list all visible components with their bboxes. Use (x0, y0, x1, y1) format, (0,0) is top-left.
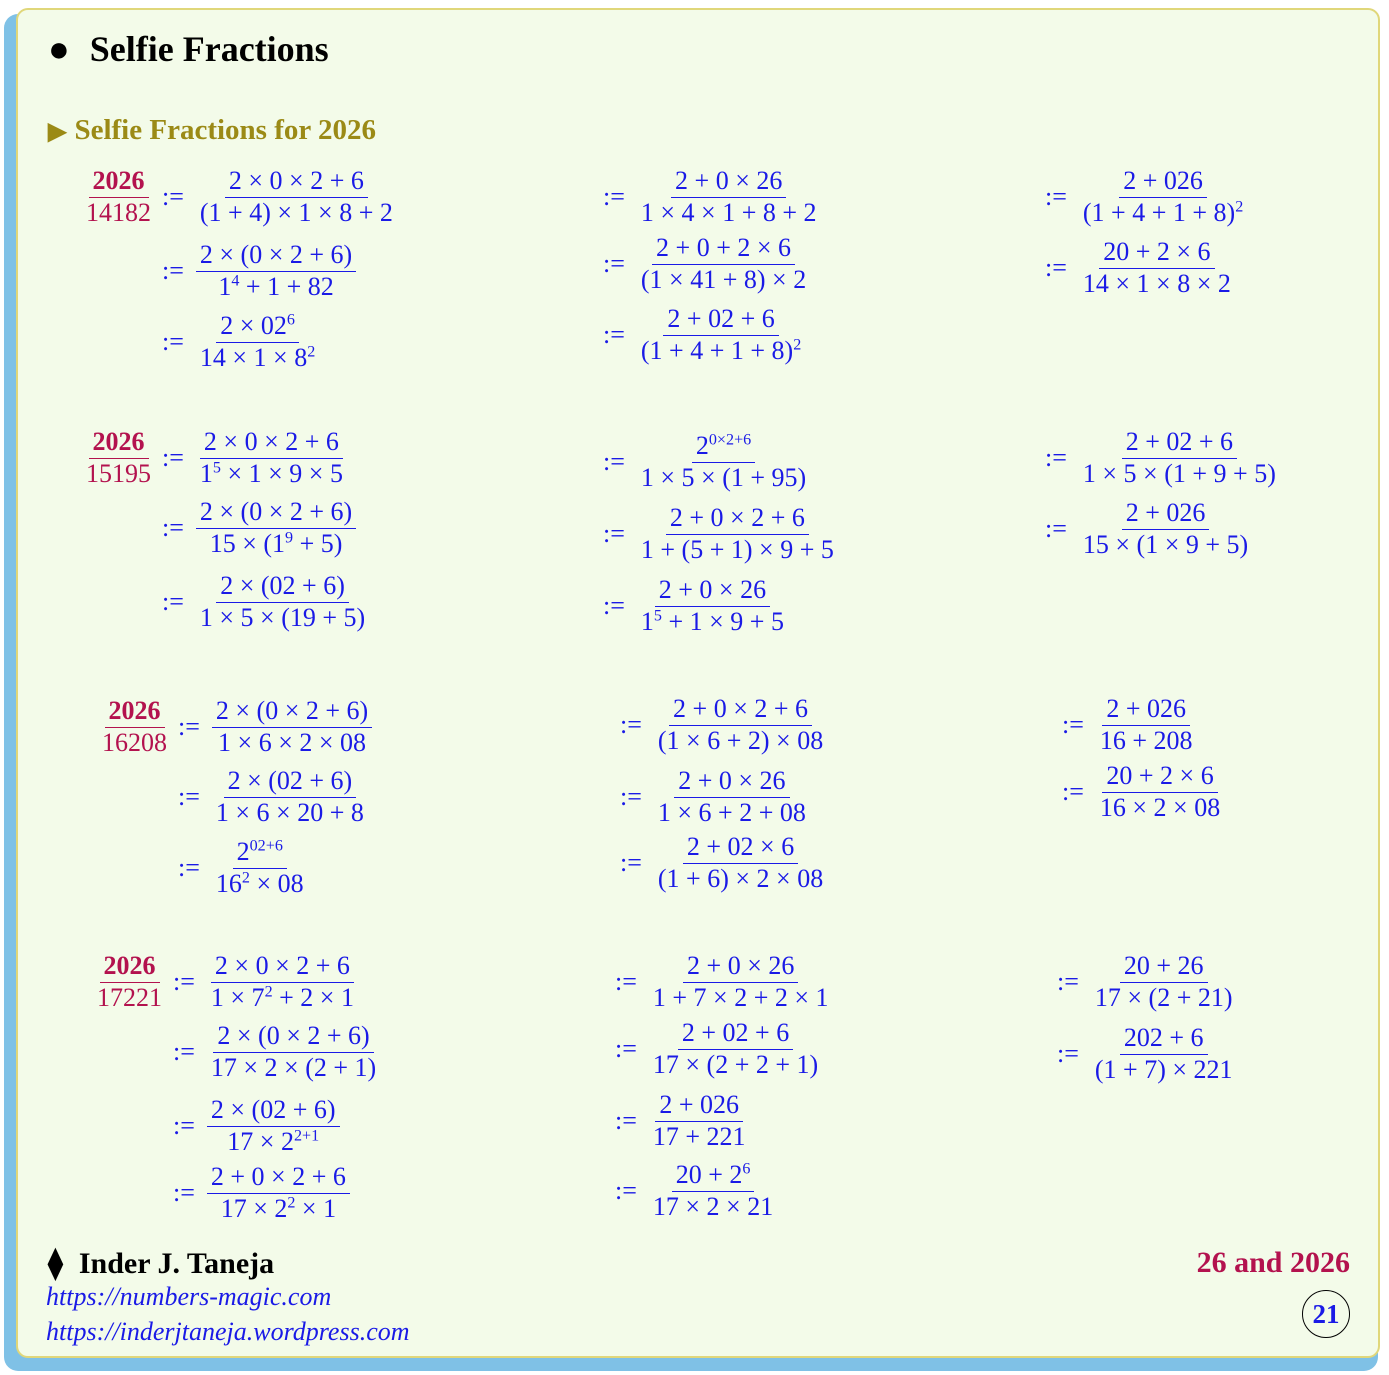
denominator: $1^5 + 1 \times 9 + 5$ (640, 606, 784, 636)
assign-symbol: := (615, 1176, 637, 1205)
expression-27 (173, 1096, 340, 1155)
denominator: 1 × 5 × (1 + 9 + 5) (1082, 458, 1276, 488)
expression-34 (1057, 1024, 1237, 1083)
fraction (196, 241, 356, 300)
fraction (654, 833, 827, 892)
fraction (212, 697, 372, 756)
assign-symbol: := (1045, 443, 1067, 472)
fraction (637, 305, 805, 364)
expression-31 (615, 1091, 750, 1150)
expression-12 (603, 432, 810, 491)
numerator: 2 + 0 × 26 (674, 767, 789, 797)
section-title: Selfie Fractions for 2026 (74, 114, 376, 146)
expression-13 (603, 504, 838, 563)
fraction (649, 1161, 777, 1220)
fraction (212, 767, 368, 826)
numerator: 2 + 0 + 2 × 6 (652, 234, 795, 264)
fraction (1079, 167, 1247, 226)
assign-symbol: := (173, 1178, 195, 1207)
selfie-number (98, 697, 171, 756)
numerator: 20 + 26 (1120, 952, 1208, 982)
diamond-icon: ⧫ (48, 1247, 63, 1280)
denominator: $17 \times 2^2 \times 1$ (220, 1193, 337, 1223)
expression-2 (162, 241, 356, 300)
fraction (654, 695, 827, 754)
fraction (207, 1022, 380, 1081)
link-wordpress[interactable]: https://inderjtaneja.wordpress.com (46, 1317, 410, 1346)
fraction (649, 1091, 750, 1150)
fraction (637, 234, 810, 293)
numerator: 2 × (02 + 6) (224, 767, 357, 797)
numerator: 2 × 0 × 2 + 6 (211, 952, 354, 982)
denominator: (1 + 6) × 2 × 08 (657, 863, 824, 893)
triangle-icon: ▶ (48, 119, 67, 145)
fraction (212, 838, 308, 897)
assign-symbol: := (1057, 967, 1079, 996)
assign-symbol: := (603, 591, 625, 620)
fraction (207, 1163, 350, 1222)
numerator: 2 + 02 + 6 (1122, 428, 1237, 458)
assign-symbol: := (615, 967, 637, 996)
expression-17 (178, 697, 372, 756)
fraction (207, 952, 358, 1011)
denominator: 1 × 6 × 20 + 8 (215, 797, 364, 827)
assign-symbol: := (620, 710, 642, 739)
selfie-number (93, 952, 166, 1011)
selfie-number (82, 167, 155, 226)
fraction (637, 167, 821, 226)
assign-symbol: := (173, 1037, 195, 1066)
assign-symbol: := (162, 327, 184, 356)
assign-symbol: := (162, 182, 184, 211)
assign-symbol: := (603, 320, 625, 349)
lhs-fraction-3 (98, 697, 179, 756)
expression-21 (620, 767, 810, 826)
expression-4 (603, 167, 821, 226)
numerator: 2 + 0 × 2 + 6 (669, 695, 812, 725)
denominator: 14 × 1 × 8 × 2 (1082, 268, 1231, 298)
expression-11 (162, 572, 369, 631)
expression-28 (173, 1163, 350, 1222)
numerator: $20 + 2^6$ (672, 1161, 755, 1191)
fraction (637, 432, 810, 491)
denominator: $1^5 \times 1 \times 9 \times 5$ (199, 458, 343, 488)
denominator: 17 × (2 + 2 + 1) (652, 1049, 819, 1079)
expression-10 (162, 498, 356, 557)
expression-5 (603, 234, 810, 293)
fraction (196, 498, 356, 557)
expression-33 (1057, 952, 1237, 1011)
numerator: 2 + 02 + 6 (678, 1019, 793, 1049)
numerator: 2 + 026 (1122, 499, 1210, 529)
denominator: (1 + 4) × 1 × 8 + 2 (199, 197, 393, 227)
assign-symbol: := (1062, 777, 1084, 806)
expression-18 (178, 767, 368, 826)
assign-symbol: := (603, 447, 625, 476)
fraction (196, 428, 347, 487)
selfie-number (82, 428, 155, 487)
denominator: 1 × 6 + 2 + 08 (657, 797, 806, 827)
assign-symbol: := (1057, 1039, 1079, 1068)
assign-symbol: := (162, 256, 184, 285)
numerator: 2 × (02 + 6) (216, 572, 349, 602)
numerator: $2^{02+6}$ (233, 838, 287, 868)
assign-symbol: := (162, 587, 184, 616)
assign-symbol: := (173, 1111, 195, 1140)
denominator: 1 + (5 + 1) × 9 + 5 (640, 534, 834, 564)
expression-9 (162, 428, 347, 487)
assign-symbol: := (603, 519, 625, 548)
fraction (649, 952, 833, 1011)
assign-symbol: := (603, 182, 625, 211)
assign-symbol: := (1045, 253, 1067, 282)
numerator: 20 + 2 × 6 (1099, 238, 1214, 268)
numerator: $2^{0\times 2+6}$ (692, 432, 755, 462)
denominator: 1 × 6 × 2 × 08 (218, 727, 367, 757)
numerator: 2 + 02 + 6 (663, 305, 778, 335)
numerator: 2 × (0 × 2 + 6) (196, 241, 356, 271)
denominator: $1^4 + 1 + 82$ (218, 271, 334, 301)
heading-title: Selfie Fractions (89, 29, 329, 69)
fraction (637, 504, 838, 563)
expression-26 (173, 1022, 380, 1081)
fraction (1091, 1024, 1237, 1083)
lhs-fraction-4 (93, 952, 174, 1011)
numerator: 2026 (89, 167, 149, 197)
fraction (1079, 238, 1235, 297)
heading-bullet: ● (48, 29, 70, 69)
numerator: 2026 (100, 952, 160, 982)
denominator: 17221 (97, 982, 162, 1012)
fraction (1096, 695, 1197, 754)
numerator: 202 + 6 (1120, 1024, 1208, 1054)
denominator: (1 × 6 + 2) × 08 (657, 725, 824, 755)
fraction (207, 1096, 340, 1155)
denominator: $1 \times 7^2 + 2 \times 1$ (210, 982, 354, 1012)
assign-symbol: := (603, 249, 625, 278)
numerator: 2 + 02 × 6 (683, 833, 798, 863)
numerator: 2 + 0 × 26 (683, 952, 798, 982)
denominator: 1 × 5 × (19 + 5) (199, 602, 366, 632)
assign-symbol: := (1062, 710, 1084, 739)
denominator: 16 + 208 (1099, 725, 1193, 755)
numerator: 2 × (0 × 2 + 6) (212, 697, 372, 727)
expression-24 (1062, 762, 1224, 821)
assign-symbol: := (620, 848, 642, 877)
section-heading (48, 114, 376, 147)
denominator: 1 × 5 × (1 + 95) (640, 462, 807, 492)
fraction (649, 1019, 822, 1078)
numerator: 2 + 0 × 2 + 6 (666, 504, 809, 534)
numerator: 2 × (0 × 2 + 6) (196, 498, 356, 528)
denominator: 17 × (2 + 21) (1094, 982, 1233, 1012)
fraction (654, 767, 810, 826)
fraction (637, 576, 788, 635)
assign-symbol: := (162, 443, 184, 472)
link-numbers-magic[interactable]: https://numbers-magic.com (46, 1282, 332, 1311)
numerator: 2026 (105, 697, 165, 727)
expression-23 (1062, 695, 1197, 754)
lhs-fraction-2 (82, 428, 163, 487)
expression-6 (603, 305, 805, 364)
denominator: $15 \times (1^9 + 5)$ (209, 528, 343, 558)
expression-16 (1045, 499, 1252, 558)
denominator: 16 × 2 × 08 (1099, 792, 1221, 822)
numerator: 20 + 2 × 6 (1102, 762, 1217, 792)
assign-symbol: := (1045, 514, 1067, 543)
page-heading (48, 28, 329, 70)
numerator: 2 + 0 × 26 (655, 576, 770, 606)
footer-title: 26 and 2026 (1196, 1246, 1350, 1279)
assign-symbol: := (178, 853, 200, 882)
page-number: 21 (1302, 1290, 1350, 1338)
numerator: 2 + 026 (1119, 167, 1207, 197)
fraction (196, 312, 319, 371)
fraction (1091, 952, 1237, 1011)
denominator: 15195 (86, 458, 151, 488)
fraction (1096, 762, 1224, 821)
numerator: 2 + 026 (1102, 695, 1190, 725)
assign-symbol: := (173, 967, 195, 996)
author-name: Inder J. Taneja (78, 1247, 275, 1280)
denominator: $(1 + 4 + 1 + 8)^2$ (1082, 197, 1244, 227)
expression-25 (173, 952, 358, 1011)
expression-15 (1045, 428, 1280, 487)
numerator: 2 × 0 × 2 + 6 (200, 428, 343, 458)
expression-3 (162, 312, 319, 371)
fraction (196, 572, 369, 631)
expression-19 (178, 838, 308, 897)
expression-1 (162, 167, 397, 226)
denominator: $(1 + 4 + 1 + 8)^2$ (640, 335, 802, 365)
denominator: 16208 (102, 727, 167, 757)
denominator: 17 × 2 × 21 (652, 1191, 774, 1221)
assign-symbol: := (615, 1106, 637, 1135)
expression-30 (615, 1019, 822, 1078)
numerator: 2 × (0 × 2 + 6) (213, 1022, 373, 1052)
numerator: $2 \times 02^6$ (216, 312, 299, 342)
assign-symbol: := (1045, 182, 1067, 211)
denominator: (1 + 7) × 221 (1094, 1054, 1233, 1084)
denominator: 15 × (1 × 9 + 5) (1082, 529, 1249, 559)
denominator: 17 × 2 × (2 + 1) (210, 1052, 377, 1082)
denominator: 1 × 4 × 1 + 8 + 2 (640, 197, 817, 227)
numerator: 2 + 026 (655, 1091, 743, 1121)
expression-32 (615, 1161, 777, 1220)
author (48, 1246, 274, 1281)
denominator: $14 \times 1 \times 8^2$ (199, 342, 316, 372)
denominator: 14182 (86, 197, 151, 227)
expression-7 (1045, 167, 1247, 226)
assign-symbol: := (615, 1034, 637, 1063)
fraction (1079, 428, 1280, 487)
denominator: $16^2 \times 08$ (215, 868, 304, 898)
expression-8 (1045, 238, 1235, 297)
denominator: $17 \times 2^{2+1}$ (227, 1126, 320, 1156)
assign-symbol: := (178, 712, 200, 741)
numerator: 2026 (89, 428, 149, 458)
numerator: 2 × (02 + 6) (207, 1096, 340, 1126)
denominator: (1 × 41 + 8) × 2 (640, 264, 807, 294)
expression-14 (603, 576, 788, 635)
assign-symbol: := (162, 513, 184, 542)
numerator: 2 + 0 × 2 + 6 (207, 1163, 350, 1193)
fraction (1079, 499, 1252, 558)
assign-symbol: := (620, 782, 642, 811)
denominator: 1 + 7 × 2 + 2 × 1 (652, 982, 829, 1012)
numerator: 2 + 0 × 26 (671, 167, 786, 197)
numerator: 2 × 0 × 2 + 6 (225, 167, 368, 197)
expression-20 (620, 695, 827, 754)
expression-29 (615, 952, 833, 1011)
denominator: 17 + 221 (652, 1121, 746, 1151)
assign-symbol: := (178, 782, 200, 811)
fraction (196, 167, 397, 226)
expression-22 (620, 833, 827, 892)
lhs-fraction-1 (82, 167, 163, 226)
